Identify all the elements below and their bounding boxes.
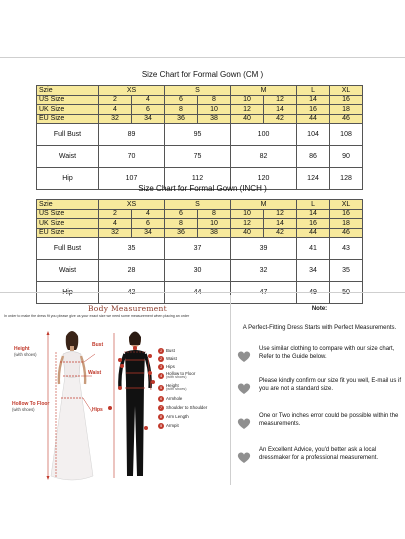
cell: 46 [330,228,363,238]
row-label: US Size [37,95,99,105]
cell: 46 [330,114,363,124]
heart-icon [237,417,251,430]
row-label: EU Size [37,228,99,238]
row-label: EU Size [37,114,99,124]
cell: 70 [99,146,165,168]
cell: 37 [165,238,231,260]
cm-header-row [37,86,363,96]
cell: 41 [297,238,330,260]
cell: 8 [165,105,198,115]
cell: 40 [231,114,264,124]
inch-eu-row [37,228,363,238]
cell: 14 [264,105,297,115]
cell: 36 [165,228,198,238]
cell: 124 [297,168,330,190]
note-title: Note: [311,306,328,312]
cell: 6 [165,209,198,219]
cell: 10 [198,219,231,229]
cell: 8 [198,95,231,105]
size-group-s: S [165,86,231,96]
cell: 43 [330,238,363,260]
cell: 38 [198,114,231,124]
row-label: UK Size [37,105,99,115]
row-label: Full Bust [37,238,99,260]
note-text: Use similar clothing to compare with our size chart, Refer to the Guide below. [259,346,395,360]
cell: 44 [297,114,330,124]
legend-item-height: 5 Height (with shoes) [159,383,187,392]
inch-uk-row [37,219,363,229]
note-text: An Excellent Advice, you'd better ask a local dressmaker for a professional measurement. [259,447,379,461]
cell: 8 [165,219,198,229]
cell: 18 [330,105,363,115]
legend-item-waist: 2 Waist [159,355,177,361]
note-item [237,346,403,363]
row-label: Waist [37,146,99,168]
cm-size-table [36,85,363,190]
cell: 6 [132,219,165,229]
cell: 6 [165,95,198,105]
size-group-s: S [165,200,231,210]
legend-item-hips: 3 Hips [159,363,175,369]
inch-size-table [36,199,363,304]
cell: 100 [231,124,297,146]
cm-bust-row [37,124,363,146]
note-text: One or Two inches error could be possible within the measurements. [259,413,399,427]
note-text: Please kindly confirm our size fit you well, E-mail us if you are not a standard size. [259,378,402,392]
cell: 34 [132,114,165,124]
heart-icon [237,350,251,363]
size-group-xl: XL [330,86,363,96]
inch-chart-title: Size Chart for Formal Gown (INCH ) [138,184,267,193]
cell: 32 [99,228,132,238]
cell: 4 [99,219,132,229]
cell: 8 [198,209,231,219]
cell: 14 [297,95,330,105]
cell: 120 [231,168,297,190]
cell: 10 [231,209,264,219]
row-label: Full Bust [37,124,99,146]
legend-item-hollow: 4 Hollow to Floor (with shoes) [159,371,196,380]
cell: 86 [297,146,330,168]
row-label: UK Size [37,219,99,229]
cell: 112 [165,168,231,190]
inch-bust-row [37,238,363,260]
row-label: US Size [37,209,99,219]
cell: 44 [297,228,330,238]
note-item [237,413,403,430]
cell: 36 [165,114,198,124]
cell: 16 [297,105,330,115]
cell: 10 [231,95,264,105]
inch-waist-row [37,260,363,282]
cell: 12 [264,209,297,219]
header-label: Szie [37,86,99,96]
cell: 12 [231,105,264,115]
cell: 75 [165,146,231,168]
legend-item-armhole: 6 Armhole [159,395,183,401]
column-divider [230,295,231,485]
size-group-xs: XS [99,86,165,96]
note-subtitle: A Perfect-Fitting Dress Starts with Perfect Measurements. [242,325,397,331]
cell: 90 [330,146,363,168]
body-measurement-hint: In order to make the dress fit you please give us your exact size we need some measurement when placing an order [4,314,190,318]
cell: 108 [330,124,363,146]
cell: 35 [330,260,363,282]
cell: 35 [99,238,165,260]
cell: 4 [132,95,165,105]
hollow-label: Hollow To Floor (with shoes) [12,401,50,412]
cell: 104 [297,124,330,146]
cell: 38 [198,228,231,238]
cell: 39 [231,238,297,260]
body-measurement-title: Body Measurement [88,304,167,313]
size-group-xl: XL [330,200,363,210]
cm-us-row [37,95,363,105]
cell: 12 [231,219,264,229]
cell: 16 [330,95,363,105]
inch-us-row [37,209,363,219]
size-group-m: M [231,200,297,210]
cm-waist-row [37,146,363,168]
cell: 34 [132,228,165,238]
cell: 32 [99,114,132,124]
note-item [237,378,403,395]
header-label: Szie [37,200,99,210]
cell: 10 [198,105,231,115]
legend-item-armpit: 9 Armpit [159,422,179,428]
cell: 2 [99,95,132,105]
top-divider [0,57,405,58]
cm-chart-title: Size Chart for Formal Gown (CM ) [141,70,264,79]
cell: 4 [99,105,132,115]
bust-label: Bust [92,342,104,348]
cm-eu-row [37,114,363,124]
cell: 14 [297,209,330,219]
cell: 28 [99,260,165,282]
cell: 89 [99,124,165,146]
heart-icon [237,382,251,395]
size-group-xs: XS [99,200,165,210]
cell: 107 [99,168,165,190]
inch-header-row [37,200,363,210]
cm-uk-row [37,105,363,115]
cell: 4 [132,209,165,219]
legend-item-shoulder: 7 Shoulder to Shoulder [159,404,208,410]
cell: 14 [264,219,297,229]
cell: 42 [264,114,297,124]
cell: 42 [264,228,297,238]
legend-item-arm-length: 8 Arm Length [159,413,189,419]
cell: 2 [99,209,132,219]
heart-icon [237,451,251,464]
row-label: Hip [37,168,99,190]
black-outfit-figure [108,332,155,479]
note-item [237,447,403,464]
gown-figure [47,331,96,480]
cell: 6 [132,105,165,115]
cell: 32 [231,260,297,282]
hips-label: Hips [92,407,103,413]
cell: 82 [231,146,297,168]
legend-item-bust: 1 Bust [159,347,175,353]
cell: 18 [330,219,363,229]
height-label: Height (with shoes) [14,346,37,357]
cell: 40 [231,228,264,238]
cell: 34 [297,260,330,282]
size-group-l: L [297,86,330,96]
size-group-l: L [297,200,330,210]
cell: 128 [330,168,363,190]
cell: 30 [165,260,231,282]
waist-label: Waist [88,370,102,376]
cell: 16 [330,209,363,219]
cell: 16 [297,219,330,229]
cell: 95 [165,124,231,146]
section-divider [0,292,405,293]
cell: 12 [264,95,297,105]
size-group-m: M [231,86,297,96]
row-label: Waist [37,260,99,282]
